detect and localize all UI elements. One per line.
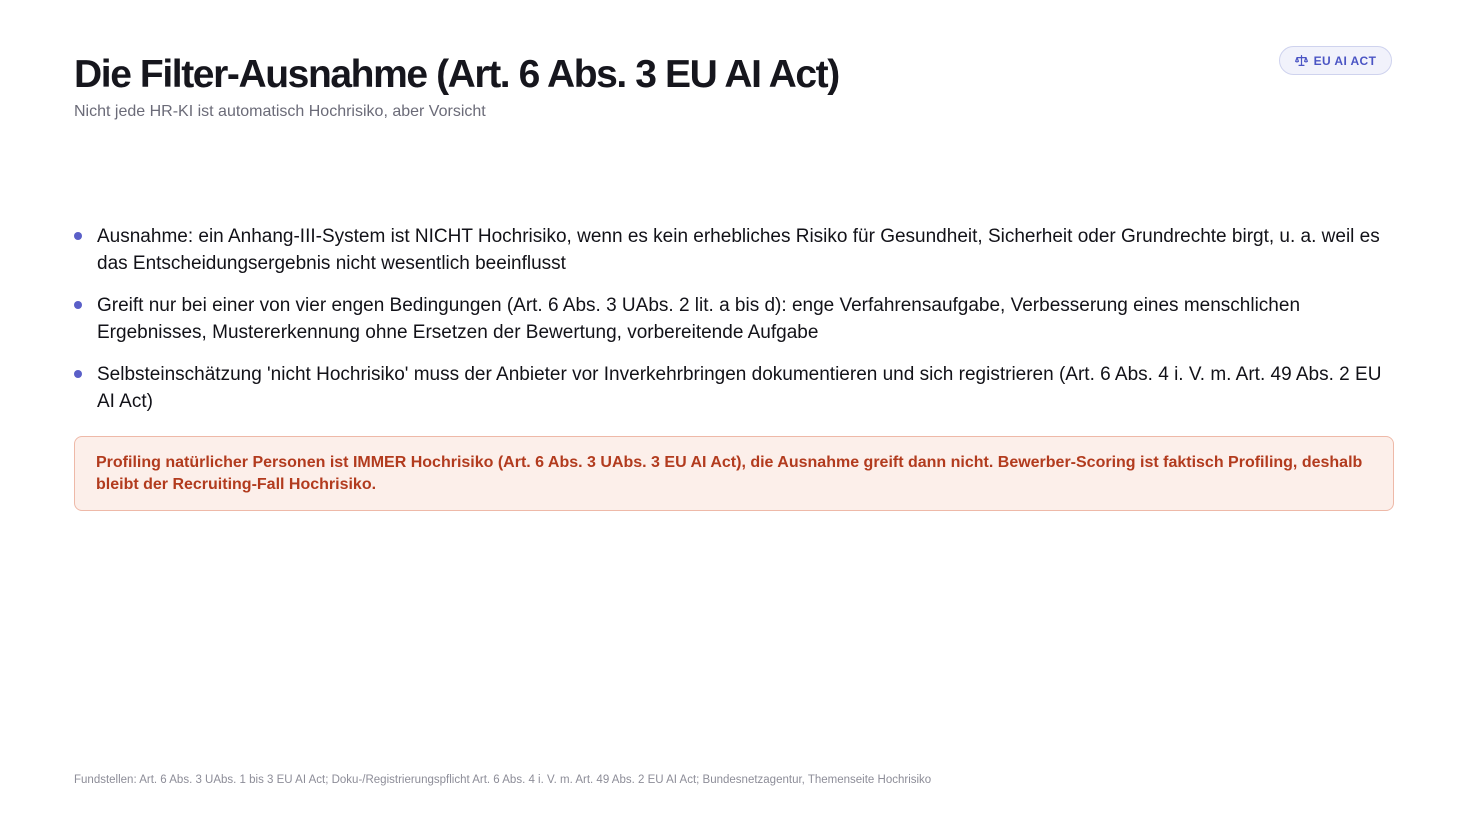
bullet-item xyxy=(74,223,1394,277)
bullet-list xyxy=(74,223,1394,430)
bullet-dot xyxy=(74,370,82,378)
bullet-item xyxy=(74,361,1394,415)
scale-icon xyxy=(1295,54,1308,67)
bullet-text: Ausnahme: ein Anhang-III-System ist NICHT Hochrisiko, wenn es kein erhebliches Risiko für Gesundheit, Sicherheit oder Grundrechte birgt, u. a. weil es das Entscheidungsergebnis nicht wesentlich beeinflusst xyxy=(97,226,1380,274)
sources-footer: Fundstellen: Art. 6 Abs. 3 UAbs. 1 bis 3 EU AI Act; Doku-/Registrierungspflicht Art. 6 Abs. 4 i. V. m. Art. 49 Abs. 2 EU AI Act; Bundesnetzagentur, Themenseite Hochrisiko xyxy=(74,774,932,786)
bullet-dot xyxy=(74,301,82,309)
eu-ai-act-badge xyxy=(1279,46,1392,75)
bullet-item xyxy=(74,292,1394,346)
warning-callout xyxy=(74,436,1394,511)
bullet-dot xyxy=(74,232,82,240)
bullet-text: Greift nur bei einer von vier engen Bedingungen (Art. 6 Abs. 3 UAbs. 2 lit. a bis d): enge Verfahrensaufgabe, Verbesserung eines menschlichen Ergebnisses, Mustererkennung ohne Ersetzen der Bewertung, vorbereitende Aufgabe xyxy=(97,295,1301,343)
badge-label: EU AI ACT xyxy=(1313,53,1377,68)
page-title: Die Filter-Ausnahme (Art. 6 Abs. 3 EU AI Act) xyxy=(74,53,839,96)
page-subtitle: Nicht jede HR-KI ist automatisch Hochrisiko, aber Vorsicht xyxy=(74,103,486,120)
bullet-text: Selbsteinschätzung 'nicht Hochrisiko' muss der Anbieter vor Inverkehrbringen dokumentieren und sich registrieren (Art. 6 Abs. 4 i. V. m. Art. 49 Abs. 2 EU AI Act) xyxy=(97,364,1382,412)
warning-callout-text: Profiling natürlicher Personen ist IMMER Hochrisiko (Art. 6 Abs. 3 UAbs. 3 EU AI Act), die Ausnahme greift dann nicht. Bewerber-Scoring ist faktisch Profiling, deshalb bleibt der Recruiting-Fall Hochrisiko. xyxy=(96,454,1363,493)
